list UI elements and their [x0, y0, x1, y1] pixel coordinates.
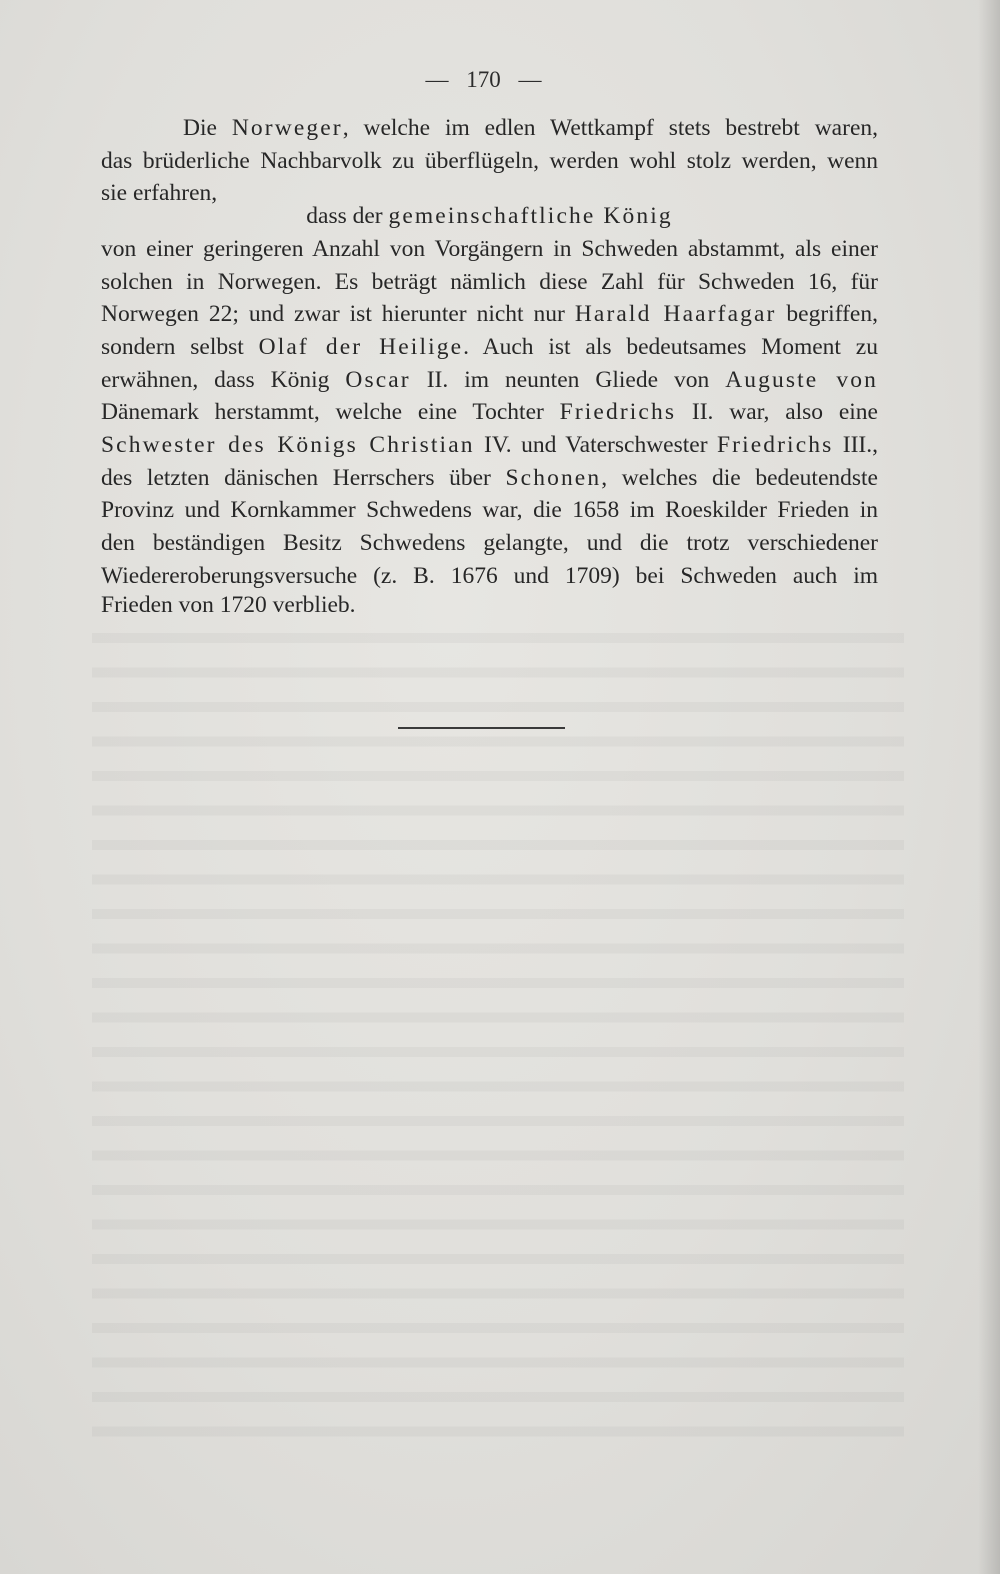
- text-run: II. war, also eine: [676, 399, 878, 426]
- text-line: [101, 233, 878, 266]
- spaced-emphasis: Friedrichs: [559, 399, 677, 426]
- spaced-emphasis: Norweger: [231, 115, 343, 141]
- text-run: Wiedereroberungsversuche (z. B. 1676 und 1709) bei Schweden auch im: [101, 562, 878, 589]
- text-run: dass der: [306, 203, 389, 230]
- text-run: sondern selbst: [101, 333, 259, 360]
- text-run: Norwegen 22; und zwar ist hierunter nicht nur: [101, 301, 575, 328]
- body-text: [101, 112, 878, 621]
- spaced-emphasis: Schonen: [505, 464, 602, 491]
- spaced-emphasis: Olaf der Heilige: [258, 333, 464, 360]
- text-run: das brüderliche Nachbarvolk zu überflügeln, werden wohl stolz werden, wenn: [101, 147, 878, 174]
- text-line: [101, 396, 878, 429]
- text-line: [101, 331, 878, 364]
- text-run: Die: [183, 115, 232, 141]
- text-run: Provinz und Kornkammer Schwedens war, die 1658 im Roeskilder Frieden in: [101, 497, 878, 524]
- text-line: [101, 429, 878, 462]
- page-number: — 170 —: [425, 67, 542, 92]
- text-run: IV. und Vaterschwester: [474, 432, 717, 459]
- spaced-emphasis: Oscar: [345, 366, 411, 393]
- text-run: von einer geringeren Anzahl von Vorgängern in Schweden abstammt, als einer: [101, 235, 878, 262]
- text-run: sie erfahren,: [101, 180, 218, 207]
- text-run: erwähnen, dass König: [101, 366, 346, 393]
- text-line: [101, 200, 878, 233]
- text-run: den beständigen Besitz Schwedens gelangte, und die trotz verschiedener: [101, 530, 878, 557]
- text-run: des letzten dänischen Herrschers über: [101, 464, 506, 491]
- spaced-emphasis: Friedrichs: [716, 432, 834, 459]
- show-through-texture: [92, 622, 904, 1452]
- text-line: [101, 462, 878, 495]
- text-line: [101, 494, 878, 527]
- text-line: [101, 560, 878, 593]
- text-line: [101, 266, 878, 299]
- text-run: II. im neunten Gliede von: [410, 366, 726, 393]
- text-line: [101, 145, 878, 178]
- spaced-emphasis: Harald Haarfagar: [574, 301, 777, 328]
- text-run: , welche im edlen Wettkampf stets bestrebt waren,: [342, 115, 878, 141]
- text-run: , welches die bedeutendste: [601, 464, 878, 491]
- section-divider: [398, 727, 565, 729]
- text-line: [101, 364, 878, 397]
- text-line: [101, 527, 878, 560]
- text-run: begriffen,: [776, 301, 878, 328]
- spaced-emphasis: gemeinschaftliche König: [388, 203, 673, 230]
- text-line: [101, 298, 878, 331]
- text-run: III.,: [833, 432, 879, 459]
- text-run: Dänemark herstammt, welche eine Tochter: [101, 399, 560, 426]
- text-run: solchen in Norwegen. Es beträgt nämlich diese Zahl für Schweden 16, für: [101, 268, 878, 295]
- text-line: [101, 589, 878, 622]
- text-line: [101, 112, 878, 145]
- text-run: Frieden von 1720 verblieb.: [101, 591, 356, 618]
- spaced-emphasis: Auguste von: [725, 366, 878, 393]
- text-run: . Auch ist als bedeutsames Moment zu: [463, 333, 878, 360]
- spaced-emphasis: Schwester des Königs Christian: [101, 432, 475, 459]
- page-edge-shadow: [978, 0, 1000, 1574]
